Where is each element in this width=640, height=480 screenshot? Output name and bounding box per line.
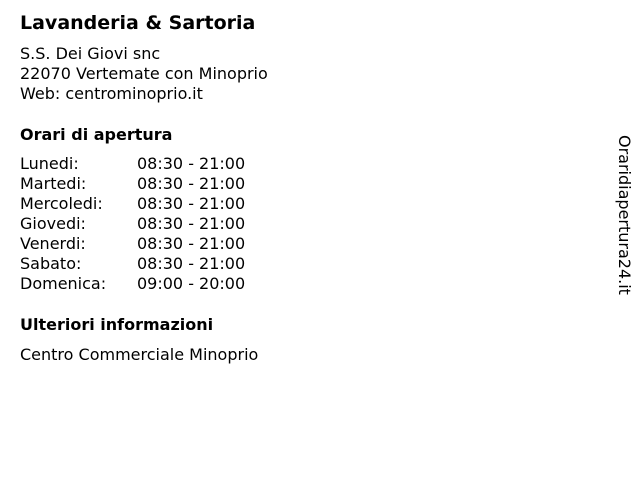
time-range: 08:30 - 21:00: [137, 154, 246, 173]
additional-info-heading: Ulteriori informazioni: [20, 315, 214, 334]
day-label: Martedi:: [20, 174, 87, 193]
additional-info-text: Centro Commerciale Minoprio: [20, 345, 259, 364]
site-watermark: Oraridiapertura24.it: [615, 135, 634, 295]
day-label: Domenica:: [20, 274, 107, 293]
address-block: [20, 44, 268, 104]
website-link[interactable]: Web: centrominoprio.it: [20, 84, 203, 103]
day-label: Lunedi:: [20, 154, 79, 173]
time-range: 09:00 - 20:00: [137, 274, 246, 293]
day-label: Mercoledi:: [20, 194, 103, 213]
postal-address: 22070 Vertemate con Minoprio: [20, 64, 268, 83]
day-label: Venerdi:: [20, 234, 86, 253]
time-range: 08:30 - 21:00: [137, 214, 246, 233]
business-name: Lavanderia & Sartoria: [20, 12, 256, 34]
time-range: 08:30 - 21:00: [137, 234, 246, 253]
day-label: Sabato:: [20, 254, 82, 273]
time-range: 08:30 - 21:00: [137, 254, 246, 273]
company-name: S.S. Dei Giovi snc: [20, 44, 161, 63]
time-range: 08:30 - 21:00: [137, 194, 246, 213]
day-label: Giovedi:: [20, 214, 86, 233]
time-range: 08:30 - 21:00: [137, 174, 246, 193]
opening-hours-heading: Orari di apertura: [20, 125, 173, 144]
